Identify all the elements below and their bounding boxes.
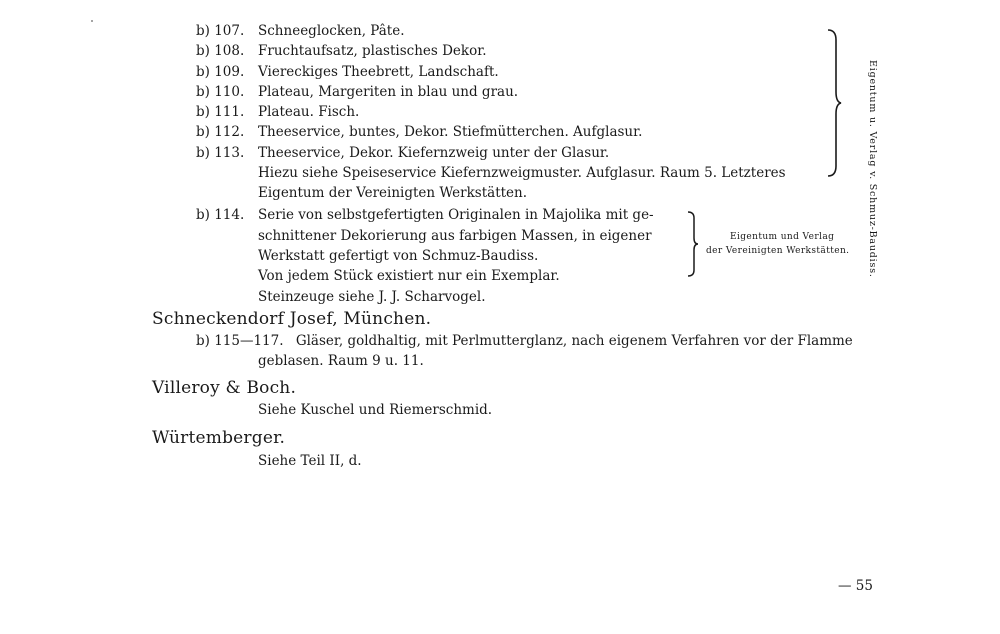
entry-continuation: geblasen. Raum 9 u. 11. — [258, 353, 424, 369]
entry-code: b) 107. — [196, 23, 245, 39]
entry-text: Plateau. Fisch. — [258, 104, 360, 120]
entry-text: Theeservice, buntes, Dekor. Stiefmütterchen. Aufglasur. — [258, 124, 643, 140]
entry-continuation: Werkstatt gefertigt von Schmuz-Baudiss. — [258, 248, 539, 264]
entry-code: b) 114. — [196, 207, 245, 223]
side-note-line: Eigentum und Verlag — [730, 232, 835, 242]
entry-code: b) 112. — [196, 124, 245, 140]
side-brace — [686, 210, 700, 278]
page-number: — 55 — [838, 578, 873, 594]
maker-heading: Villeroy & Boch. — [152, 378, 297, 398]
entry-code: b) 113. — [196, 145, 245, 161]
right-brace — [826, 28, 842, 178]
entry-continuation: Hiezu siehe Speiseservice Kiefernzweigmuster. Aufglasur. Raum 5. Letzteres — [258, 165, 786, 181]
steinzeug-note: Steinzeuge siehe J. J. Scharvogel. — [258, 289, 486, 305]
entry-text: Viereckiges Theebrett, Landschaft. — [258, 64, 499, 80]
entry-code: b) 109. — [196, 64, 245, 80]
entry-text: Schneeglocken, Pâte. — [258, 23, 405, 39]
entry-line — [196, 332, 853, 350]
scan-speck — [91, 20, 93, 22]
entry-code: b) 111. — [196, 104, 245, 120]
entry-code: b) 110. — [196, 84, 245, 100]
entry-text: Serie von selbstgefertigten Originalen in Majolika mit ge- — [258, 207, 654, 223]
side-note-line: der Vereinigten Werkstätten. — [706, 246, 850, 256]
entry-continuation: Eigentum der Vereinigten Werkstätten. — [258, 185, 528, 201]
entry-code: b) 108. — [196, 43, 245, 59]
entry-text: Gläser, goldhaltig, mit Perlmutterglanz, nach eigenem Verfahren vor der Flamme — [295, 333, 853, 349]
entry-text: Theeservice, Dekor. Kiefernzweig unter der Glasur. — [258, 145, 610, 161]
entry-code: b) 115—117. — [196, 333, 284, 349]
vertical-ownership-note: Eigentum u. Verlag v. Schmuz-Baudiss. — [867, 60, 878, 278]
maker-heading: Würtemberger. — [152, 428, 286, 448]
maker-heading: Schneckendorf Josef, München. — [152, 309, 432, 329]
entry-text: Fruchtaufsatz, plastisches Dekor. — [258, 43, 487, 59]
entry-text: Plateau, Margeriten in blau und grau. — [258, 84, 519, 100]
cross-reference: Siehe Kuschel und Riemerschmid. — [258, 402, 493, 418]
cross-reference: Siehe Teil II, d. — [258, 453, 362, 469]
entry-continuation: schnittener Dekorierung aus farbigen Massen, in eigener — [258, 228, 652, 244]
entry-continuation: Von jedem Stück existiert nur ein Exemplar. — [258, 268, 560, 284]
